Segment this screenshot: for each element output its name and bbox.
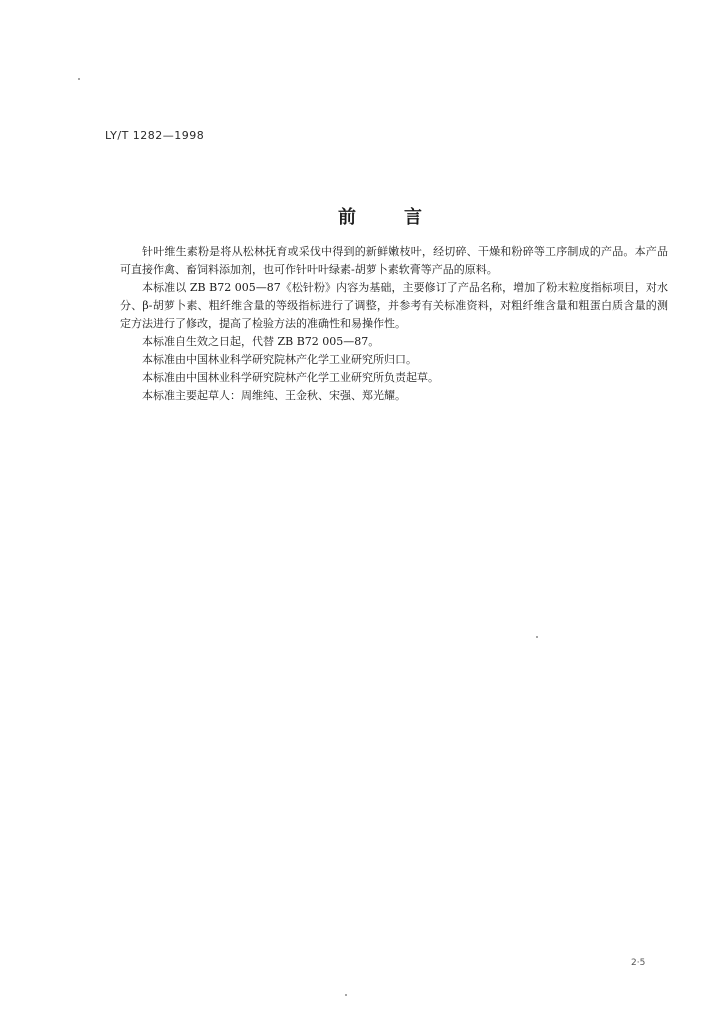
paragraph-2: 本标准以 ZB B72 005—87《松针粉》内容为基础，主要修订了产品名称，增加了粉末粒度指标项目，对水分、β-胡萝卜素、粗纤维含量的等级指标进行了调整，并参考有关标准资料，对粗纤维含量和粗蛋白质含量的测定方法进行了修改，提高了检验方法的准确性和易操作性。 <box>120 281 668 330</box>
scan-speck <box>345 994 347 996</box>
paragraph-6: 本标准主要起草人：周维纯、王金秋、宋强、郑光耀。 <box>142 389 406 402</box>
standard-code: LY/T 1282—1998 <box>105 129 205 142</box>
paragraph-3: 本标准自生效之日起，代替 ZB B72 005—87。 <box>142 335 380 348</box>
paragraph-4: 本标准由中国林业科学研究院林产化学工业研究所归口。 <box>142 353 417 366</box>
scan-speck <box>78 78 80 80</box>
page-number: 2·5 <box>631 958 646 968</box>
paragraph-1: 针叶维生素粉是将从松林抚育或采伐中得到的新鲜嫩枝叶，经切碎、干燥和粉碎等工序制成的产品。本产品可直接作禽、畜饲料添加剂，也可作针叶叶绿素-胡萝卜素软膏等产品的原料。 <box>120 245 668 276</box>
paragraph-5: 本标准由中国林业科学研究院林产化学工业研究所负责起草。 <box>142 371 439 384</box>
foreword-body <box>120 243 668 405</box>
page-title: 前言 <box>338 207 470 228</box>
scan-speck <box>536 636 538 638</box>
